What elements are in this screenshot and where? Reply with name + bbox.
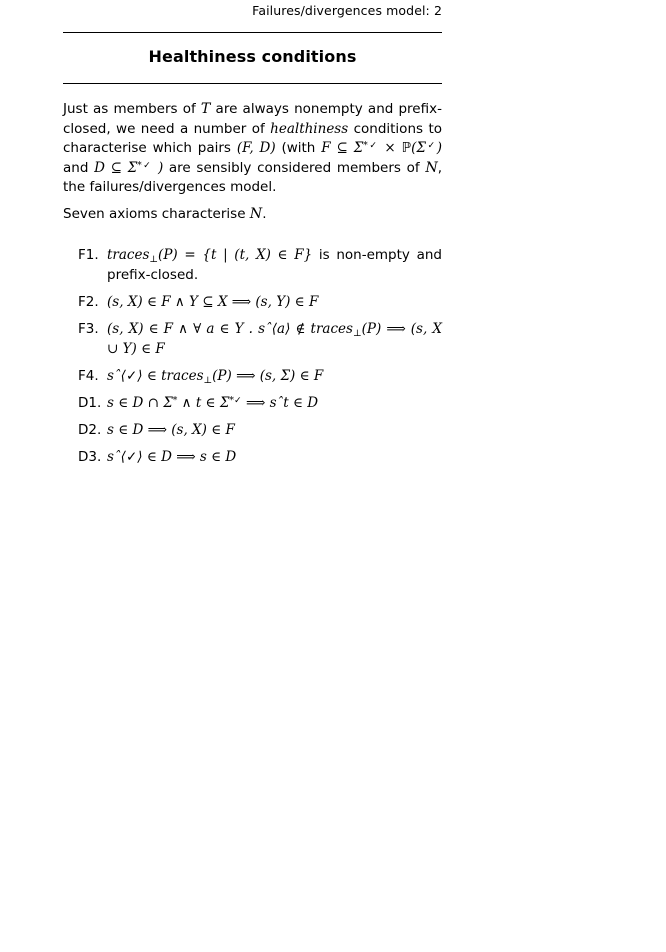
axiom-label: F1.: [78, 247, 99, 263]
axiom-item: [78, 447, 442, 467]
axiom-label: D3.: [78, 449, 102, 465]
text-segment: are always nonempty and prefix-closed, we need a number of: [63, 101, 442, 137]
axiom-formula: [107, 447, 442, 467]
math-segment: (s, X) ∈ F ∧ Y ⊆ X ⟹ (s, Y) ∈ F: [107, 294, 319, 310]
math-segment: ): [152, 159, 164, 176]
axiom-formula: [107, 319, 442, 359]
text-segment: and: [63, 159, 95, 176]
slide-page: [63, 0, 442, 474]
math-superscript: ✓: [425, 140, 437, 151]
math-superscript: *✓: [137, 159, 153, 171]
axiom-label: D2.: [78, 422, 102, 438]
text-segment: (with: [275, 140, 322, 156]
axiom-label: F2.: [78, 294, 99, 310]
math-segment: s ∈ D ⟹ (s, X) ∈ F: [107, 422, 235, 438]
axiom-item: [78, 420, 442, 440]
intro-paragraph: [63, 100, 442, 198]
axiom-formula: [107, 393, 442, 413]
page-title: Healthiness conditions: [148, 47, 357, 66]
top-rule: [63, 32, 442, 33]
math-segment: (P) = {t | (t, X) ∈ F}: [158, 247, 313, 263]
math-segment: (P) ⟹ (s, Σ) ∈ F: [212, 368, 324, 384]
math-segment: F ⊆ Σ: [321, 140, 364, 156]
text-segment: Just as members of: [63, 101, 201, 117]
axiom-formula: [107, 245, 442, 285]
math-segment: × ℙ(Σ: [378, 140, 426, 156]
math-segment: sˆ⟨✓⟩ ∈ traces: [107, 368, 204, 384]
math-segment: ∧ t ∈ Σ: [177, 395, 230, 411]
math-subscript: ⊥: [352, 328, 362, 339]
math-segment: (s, X) ∈ F ∧ ∀ a ∈ Y . sˆ⟨a⟩ ∉ traces: [107, 321, 353, 337]
axioms-list: [63, 245, 442, 467]
math-segment: D ⊆ Σ: [94, 159, 138, 176]
axiom-formula: [107, 292, 442, 312]
axiom-item: [78, 245, 442, 285]
axiom-label: F3.: [78, 321, 99, 337]
script-letter: T: [200, 101, 211, 117]
text-segment: , the failures/divergences model.: [63, 159, 442, 195]
math-subscript: ⊥: [149, 254, 159, 265]
math-subscript: ⊥: [203, 375, 213, 386]
text-segment: Seven axioms characterise: [63, 205, 250, 222]
text-segment: are sensibly considered members of: [163, 159, 426, 176]
text-segment: is non-empty and prefix-closed.: [107, 247, 442, 283]
emphasis-segment: healthiness: [270, 120, 349, 137]
math-superscript: *✓: [229, 395, 242, 406]
title-rule: [63, 83, 442, 84]
math-superscript: *✓: [363, 140, 379, 151]
text-segment: conditions to characterise which pairs: [63, 120, 442, 156]
axiom-label: F4.: [78, 368, 99, 384]
math-segment: (P) ⟹ (s, X ∪ Y) ∈ F: [107, 321, 442, 357]
axiom-formula: [107, 420, 442, 440]
math-segment: ): [436, 140, 442, 156]
math-segment: traces: [107, 247, 150, 263]
math-segment: s ∈ D ∩ Σ: [107, 395, 173, 411]
math-segment: (F, D): [236, 140, 276, 156]
math-superscript: *: [172, 395, 178, 406]
math-segment: ⟹ sˆt ∈ D: [241, 395, 319, 411]
axiom-item: [78, 366, 442, 386]
axiom-label: D1.: [78, 395, 102, 411]
script-letter: N: [425, 159, 438, 176]
axiom-item: [78, 393, 442, 413]
script-letter: N: [249, 205, 263, 222]
axiom-formula: [107, 366, 442, 386]
math-segment: sˆ⟨✓⟩ ∈ D ⟹ s ∈ D: [107, 449, 237, 465]
text-segment: .: [262, 205, 267, 222]
axiom-item: [78, 292, 442, 312]
axioms-lead-sentence: [63, 205, 442, 225]
axiom-item: [78, 319, 442, 359]
page-header: Failures/divergences model: 2: [252, 3, 442, 18]
